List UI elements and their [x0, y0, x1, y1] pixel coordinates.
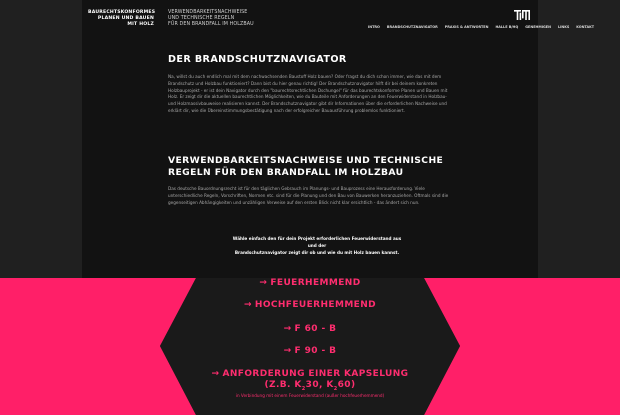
section-heading: DER BRANDSCHUTZNAVIGATOR [168, 54, 347, 65]
option-label: F 90 - B [294, 346, 337, 356]
nav-item-links[interactable]: LINKS [557, 25, 570, 29]
nav-item-praxis[interactable]: PRAXIS & ANTWORTEN [444, 25, 489, 29]
nav-item-intro[interactable]: INTRO [368, 25, 380, 29]
option-feuerhemmend[interactable] [0, 278, 620, 288]
arrow-right-icon: → [211, 369, 220, 379]
option-label-sub: 2 [333, 385, 338, 392]
main-nav [368, 25, 594, 29]
nav-item-halle[interactable]: HALLE B/HQ [495, 25, 519, 29]
selection-intro [232, 235, 402, 256]
option-label: F 60 - B [294, 324, 337, 334]
brand-line: PLANEN UND BAUEN [97, 16, 154, 21]
site-brand[interactable] [88, 10, 154, 28]
option-hochfeuerhemmend[interactable] [0, 300, 620, 310]
tum-logo[interactable] [514, 10, 530, 20]
option-kapselung[interactable] [0, 369, 620, 395]
option-f90b[interactable] [0, 346, 620, 356]
option-label: HOCHFEUERHEMMEND [254, 300, 377, 310]
brand-line: MIT HOLZ [127, 22, 154, 27]
subtitle-line: VERWENDBARKEITSNACHWEISE [168, 10, 248, 15]
arrow-right-icon: → [283, 346, 292, 356]
arrow-right-icon: → [243, 300, 252, 310]
option-label-part: (Z.B. K [264, 380, 302, 390]
fire-resistance-options [0, 278, 620, 415]
section-heading: VERWENDBARKEITSNACHWEISE UND TECHNISCHE REGELN FÜR DEN BRANDFALL IM HOLZBAU [168, 155, 444, 178]
nav-item-kontakt[interactable]: KONTAKT [576, 25, 595, 29]
site-subtitle [168, 10, 254, 28]
arrow-right-icon: → [259, 278, 268, 288]
option-label-line [0, 369, 620, 380]
option-f60b[interactable] [0, 324, 620, 334]
intro-line: Brandschutznavigator zeigt dir ob und wie du mit Holz bauen kannst. [234, 250, 400, 255]
option-label: FEUERHEMMEND [270, 278, 361, 288]
section-text: Na, willst du auch endlich mal mit dem nachwachsenden Baustoff Holz bauen? Oder fragst du dich schon immer, wie das mit dem Brandschutz und Holzbau funktioniert? Dann bist du hier genau richtig! Der Brandschutznavigator hilft dir bei deinem konkreten Holzbauprojekt - er ist dein Navigator durch den "baurechtsrechtlichen Dschungel" für das baurechtskonforme Planen und Bauen mit Holz. Er zeigt dir die aktuellen baurechtlichen Möglichkeiten, wie du Bauteile mit Anforderungen an den Feuerwiderstand in Holzbau- und Holzmassivbauweise realisieren kannst. Der Brandschutznavigator gibt dir Informationen über die erforderlichen Nachweise und erklärt dir, wie die Übereinstimmungsbestätigung nach der erfolgreicher Bauausführung problemlos funktioniert. [168, 74, 448, 113]
subtitle-line: FÜR DEN BRANDFALL IM HOLZBAU [168, 22, 254, 27]
brand-line: BAURECHTSKONFORMES [88, 10, 156, 15]
nav-item-brandschutznavigator[interactable]: BRANDSCHUTZNAVIGATOR [386, 25, 438, 29]
option-label-sub: 2 [301, 385, 306, 392]
subtitle-line: UND TECHNISCHE REGELN [168, 16, 235, 21]
intro-line: Wähle einfach den für dein Projekt erforderlichen Feuerwiderstand aus und der [232, 236, 402, 248]
arrow-right-icon: → [283, 324, 292, 334]
option-label-part: 60) [337, 380, 356, 390]
nav-item-genehmigen[interactable]: GENEHMIGEN [525, 25, 551, 29]
option-note: in Verbindung mit einem Feuerwiderstand (außer hochfeuerhemmend) [235, 393, 385, 398]
option-label-part: 30, K [305, 380, 334, 390]
section-text: Das deutsche Bauordnungsrecht ist für den täglichen Gebrauch im Planungs- und Bauprozess eine Herausforderung. Viele unterschiedliche Regeln, Vorschriften, Normen etc. sind für die Planung und den Bau von Bauwerken heranzuziehen. Oftmals sind die gegenseitigen Abhängigkeiten und unzähligen Verweise auf den ersten Blick nicht klar ersichtlich - das ändert sich nun. [168, 186, 449, 205]
option-label: ANFORDERUNG EINER KAPSELUNG [222, 369, 409, 379]
